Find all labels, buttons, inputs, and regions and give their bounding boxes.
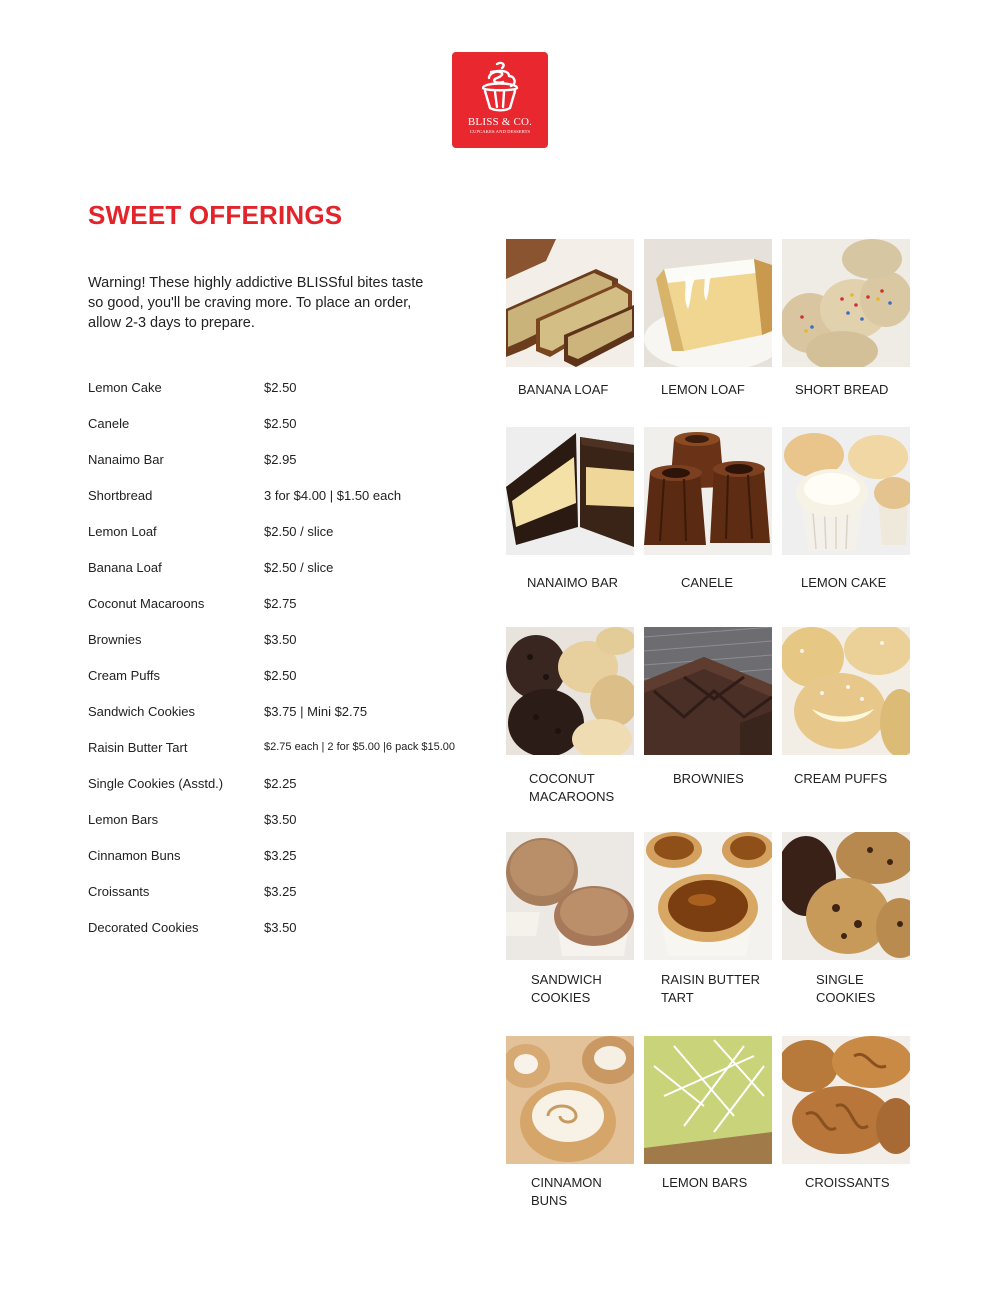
lemon-bars-photo [644,1036,772,1164]
single-cookies-photo [782,832,910,960]
logo-brand-name: BLISS & CO. [467,116,533,128]
item-price: $2.50 / slice [264,524,334,539]
item-name: Nanaimo Bar [88,452,164,467]
item-price: $3.25 [264,884,297,899]
item-price: $3.25 [264,848,297,863]
item-price: $2.75 [264,596,297,611]
item-name: Shortbread [88,488,153,503]
lemon-cake-photo [782,427,910,555]
item-name: Lemon Cake [88,380,162,395]
item-price: 3 for $4.00 | $1.50 each [264,488,402,503]
caption: LEMON BARS [662,1175,748,1190]
item-price: $2.50 [264,416,297,431]
item-price: $2.95 [264,452,297,467]
page-title: SWEET OFFERINGS [88,200,343,230]
coconut-macaroons-photo [506,627,634,755]
intro-text: Warning! These highly addictive BLISSful bites taste so good, you'll be craving more. To place an order, allow 2-3 days to prepare. [88,275,424,331]
brand-logo [452,52,548,148]
item-price: $3.50 [264,920,297,935]
cupcake-logo-icon [475,58,525,116]
lemon-loaf-photo [644,239,772,367]
caption: SANDWICH COOKIES [531,972,602,1005]
caption: CROISSANTS [805,1175,890,1190]
item-price: $2.50 [264,380,297,395]
item-name: Croissants [88,884,150,899]
item-name: Cream Puffs [88,668,161,683]
caption: SHORT BREAD [795,382,889,397]
caption: CANELE [681,575,734,590]
caption: CINNAMON BUNS [531,1175,602,1208]
item-price: $2.50 [264,668,297,683]
item-name: Banana Loaf [88,560,162,575]
logo-tagline: CUPCAKES AND DESSERTS [469,129,531,134]
item-name: Lemon Loaf [88,524,157,539]
sandwich-cookies-photo [506,832,634,960]
nanaimo-bar-photo [506,427,634,555]
item-price: $2.75 each | 2 for $5.00 |6 pack $15.00 [264,741,456,753]
caption: BANANA LOAF [518,382,609,397]
item-name: Single Cookies (Asstd.) [88,776,224,791]
item-name: Raisin Butter Tart [88,740,188,755]
item-price: $3.50 [264,632,297,647]
canele-photo [644,427,772,555]
item-name: Decorated Cookies [88,920,199,935]
caption: BROWNIES [673,771,744,786]
item-name: Lemon Bars [88,812,159,827]
cream-puffs-photo [782,627,910,755]
item-name: Canele [88,416,130,431]
caption: RAISIN BUTTER TART [661,972,760,1005]
item-name: Sandwich Cookies [88,704,195,719]
raisin-butter-tart-photo [644,832,772,960]
caption: CREAM PUFFS [794,771,888,786]
caption: LEMON CAKE [801,575,887,590]
cinnamon-buns-photo [506,1036,634,1164]
caption: SINGLE COOKIES [816,972,876,1005]
item-name: Cinnamon Buns [88,848,181,863]
item-name: Brownies [88,632,142,647]
item-price: $3.50 [264,812,297,827]
croissants-photo [782,1036,910,1164]
item-price: $2.50 / slice [264,560,334,575]
caption: COCONUT MACAROONS [529,771,615,804]
item-price: $3.75 | Mini $2.75 [264,704,368,719]
item-name: Coconut Macaroons [88,596,205,611]
brownies-photo [644,627,772,755]
banana-loaf-photo [506,239,634,367]
item-price: $2.25 [264,776,297,791]
short-bread-photo [782,239,910,367]
caption: NANAIMO BAR [527,575,619,590]
caption: LEMON LOAF [661,382,745,397]
